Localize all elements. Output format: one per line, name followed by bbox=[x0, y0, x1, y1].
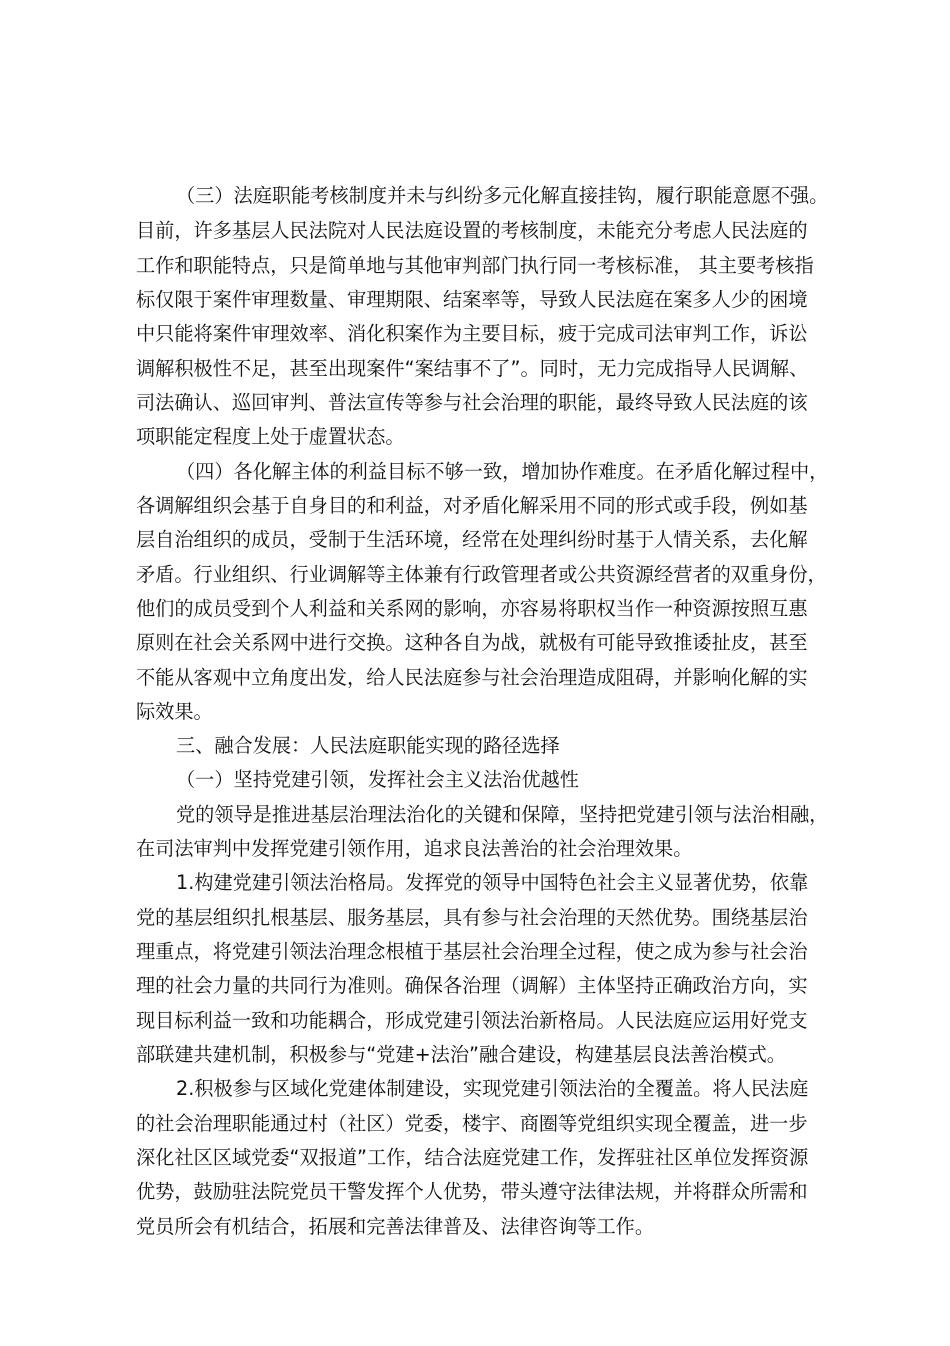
item1-line-1: 1.构建党建引领法治格局。发挥党的领导中国特色社会主义显著优势，依靠 bbox=[176, 871, 809, 894]
item2-line-2: 的社会治理职能通过村（社区）党委，楼宇、商圈等党组织实现全覆盖，进一步 bbox=[136, 1112, 808, 1135]
para3-line-1: （三）法庭职能考核制度并未与纠纷多元化解直接挂钩，履行职能意愿不强。 bbox=[176, 184, 829, 207]
item1-line-4: 理的社会力量的共同行为准则。确保各治理（调解）主体坚持正确政治方向，实 bbox=[136, 974, 808, 997]
item1-line-5: 现目标利益一致和功能耦合，形成党建引领法治新格局。人民法庭应运用好党支 bbox=[136, 1009, 808, 1032]
item2-line-5: 党员所会有机结合，拓展和完善法律普及、法律咨询等工作。 bbox=[136, 1215, 655, 1238]
item2-line-3: 深化社区区域党委“双报道”工作，结合法庭党建工作，发挥驻社区单位发挥资源 bbox=[136, 1146, 809, 1169]
para4-line-5: 他们的成员受到个人利益和关系网的影响，亦容易将职权当作一种资源按照互惠 bbox=[136, 597, 808, 620]
item1-line-2: 党的基层组织扎根基层、服务基层，具有参与社会治理的天然优势。围绕基层治 bbox=[136, 906, 808, 929]
para4-line-1: （四）各化解主体的利益目标不够一致，增加协作难度。在矛盾化解过程中， bbox=[176, 460, 829, 483]
item2-line-4: 优势，鼓励驻法院党员干警发挥个人优势，带头遵守法律法规，并将群众所需和 bbox=[136, 1180, 808, 1203]
para3-line-8: 项职能定程度上处于虚置状态。 bbox=[136, 425, 405, 448]
para4-line-3: 层自治组织的成员，受制于生活环境，经常在处理纠纷时基于人情关系，去化解 bbox=[136, 528, 808, 551]
para3-line-6: 调解积极性不足，甚至出现案件“案结事不了”。同时，无力完成指导人民调解、 bbox=[136, 357, 809, 380]
para4-line-6: 原则在社会关系网中进行交换。这种各自为战，就极有可能导致推诿扯皮，甚至 bbox=[136, 631, 808, 654]
subsection-heading-1: （一）坚持党建引领，发挥社会主义法治优越性 bbox=[176, 768, 579, 791]
para4-line-2: 各调解组织会基于自身目的和利益，对矛盾化解采用不同的形式或手段，例如基 bbox=[136, 494, 808, 517]
para3-line-7: 司法确认、巡回审判、普法宣传等参与社会治理的职能，最终导致人民法庭的该 bbox=[136, 391, 808, 414]
para4-line-7: 不能从客观中立角度出发，给人民法庭参与社会治理造成阻碍，并影响化解的实 bbox=[136, 666, 808, 689]
section-heading: 三、融合发展：人民法庭职能实现的路径选择 bbox=[176, 734, 560, 757]
item1-line-3: 理重点，将党建引领法治理念根植于基层社会治理全过程，使之成为参与社会治 bbox=[136, 940, 808, 963]
para4-line-4: 矛盾。行业组织、行业调解等主体兼有行政管理者或公共资源经营者的双重身份， bbox=[136, 563, 827, 586]
item1-line-6: 部联建共建机制，积极参与“党建+法治”融合建设，构建基层良法善治模式。 bbox=[136, 1043, 786, 1066]
para4-line-8: 际效果。 bbox=[136, 700, 213, 723]
para3-line-2: 目前，许多基层人民法院对人民法庭设置的考核制度，未能充分考虑人民法庭的 bbox=[136, 219, 808, 242]
intro-line-2: 在司法审判中发挥党建引领作用，追求良法善治的社会治理效果。 bbox=[136, 837, 693, 860]
item2-line-1: 2.积极参与区域化党建体制建设，实现党建引领法治的全覆盖。将人民法庭 bbox=[176, 1077, 809, 1100]
para3-line-4: 标仅限于案件审理数量、审理期限、结案率等，导致人民法庭在案多人少的困境 bbox=[136, 288, 808, 311]
intro-line-1: 党的领导是推进基层治理法治化的关键和保障，坚持把党建引领与法治相融， bbox=[176, 803, 829, 826]
para3-line-3: 工作和职能特点，只是简单地与其他审判部门执行同一考核标准， 其主要考核指 bbox=[136, 254, 814, 277]
para3-line-5: 中只能将案件审理效率、消化积案作为主要目标，疲于完成司法审判工作，诉讼 bbox=[136, 322, 808, 345]
